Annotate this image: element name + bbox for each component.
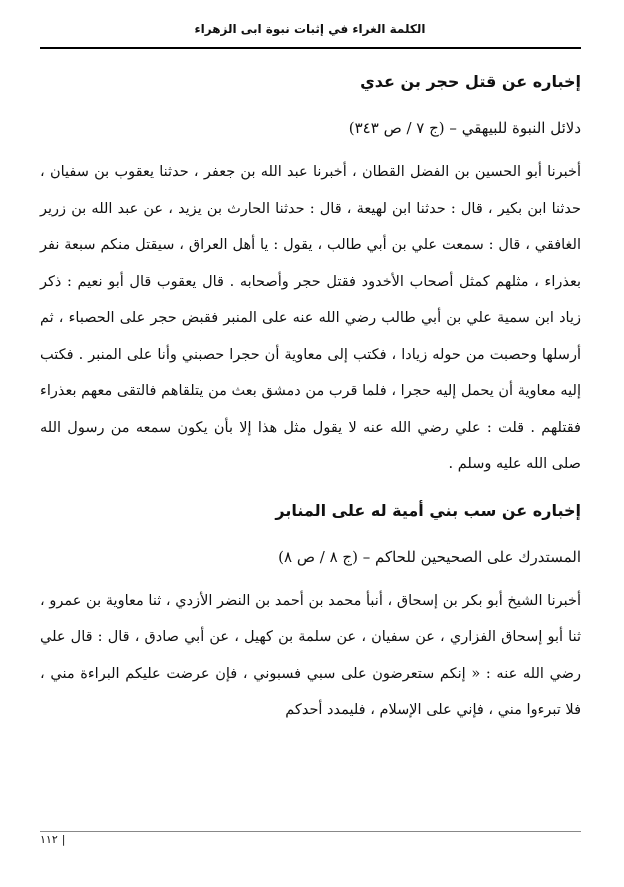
section-bani-umayya bbox=[40, 491, 581, 729]
source-citation: المستدرك على الصحيحين للحاكم – (ج ٨ / ص ٨) bbox=[278, 547, 581, 566]
section-body-text: أخبرنا الشيخ أبو بكر بن إسحاق ، أنبأ محمد بن أحمد بن النضر الأزدي ، ثنا معاوية بن عمرو ، ثنا أبو إسحاق الفزاري ، عن سفيان ، عن سلمة بن كهيل ، عن أبي صادق ، قال : قال علي رضي الله عنه : « إنكم ستعرضون على سبي فسبوني ، فإن عرضت عليكم البراءة مني ، فلا تبرءوا مني ، فإني على الإسلام ، فليمدد أحدكم bbox=[40, 592, 581, 718]
source-citation: دلائل النبوة للبيهقي – (ج ٧ / ص ٣٤٣) bbox=[348, 119, 581, 137]
page-number-value: ١١٢ bbox=[40, 833, 58, 846]
header-rule bbox=[40, 47, 581, 49]
footer-rule bbox=[40, 831, 581, 832]
section-heading: إخباره عن قتل حجر بن عدي bbox=[360, 72, 581, 91]
running-header: الكلمة الغراء في إثبات نبوة ابى الزهراء bbox=[194, 22, 426, 36]
page-content bbox=[40, 62, 581, 737]
section-heading: إخباره عن سب بني أمية له على المنابر bbox=[275, 500, 581, 520]
section-body-text: أخبرنا أبو الحسين بن الفضل القطان ، أخبرنا عبد الله بن جعفر ، حدثنا يعقوب بن سفيان ، حدثنا ابن بكير ، قال : حدثنا ابن لهيعة ، قال : حدثنا الحارث بن يزيد ، عن عبد الله بن زرير الغافقي ، قال : سمعت علي بن أبي طالب ، يقول : يا أهل العراق ، سيقتل منكم سبعة نفر بعذراء ، مثلهم كمثل أصحاب الأخدود فقتل حجر وأصحابه . قال يعقوب قال أبو نعيم : ذكر زياد ابن سمية علي بن أبي طالب رضي الله عنه على المنبر فقبض حجر على الحصباء ، ثم أرسلها وحصبت من حوله زيادا ، فكتب إلى معاوية أن حجرا حصبني وأنا على المنبر . فكتب إليه معاوية أن يحمل إليه حجرا ، فلما قرب من دمشق بعث من يتلقاهم فالتقى معهم بعذراء فقتلهم . قلت : علي رضي الله عنه لا يقول مثل هذا إلا بأن يكون سمعه من رسول الله صلى الله عليه وسلم . bbox=[40, 164, 581, 472]
section-hujr-bin-adi bbox=[40, 62, 581, 483]
page-number bbox=[40, 833, 65, 846]
page-number-divider: | bbox=[61, 833, 66, 846]
